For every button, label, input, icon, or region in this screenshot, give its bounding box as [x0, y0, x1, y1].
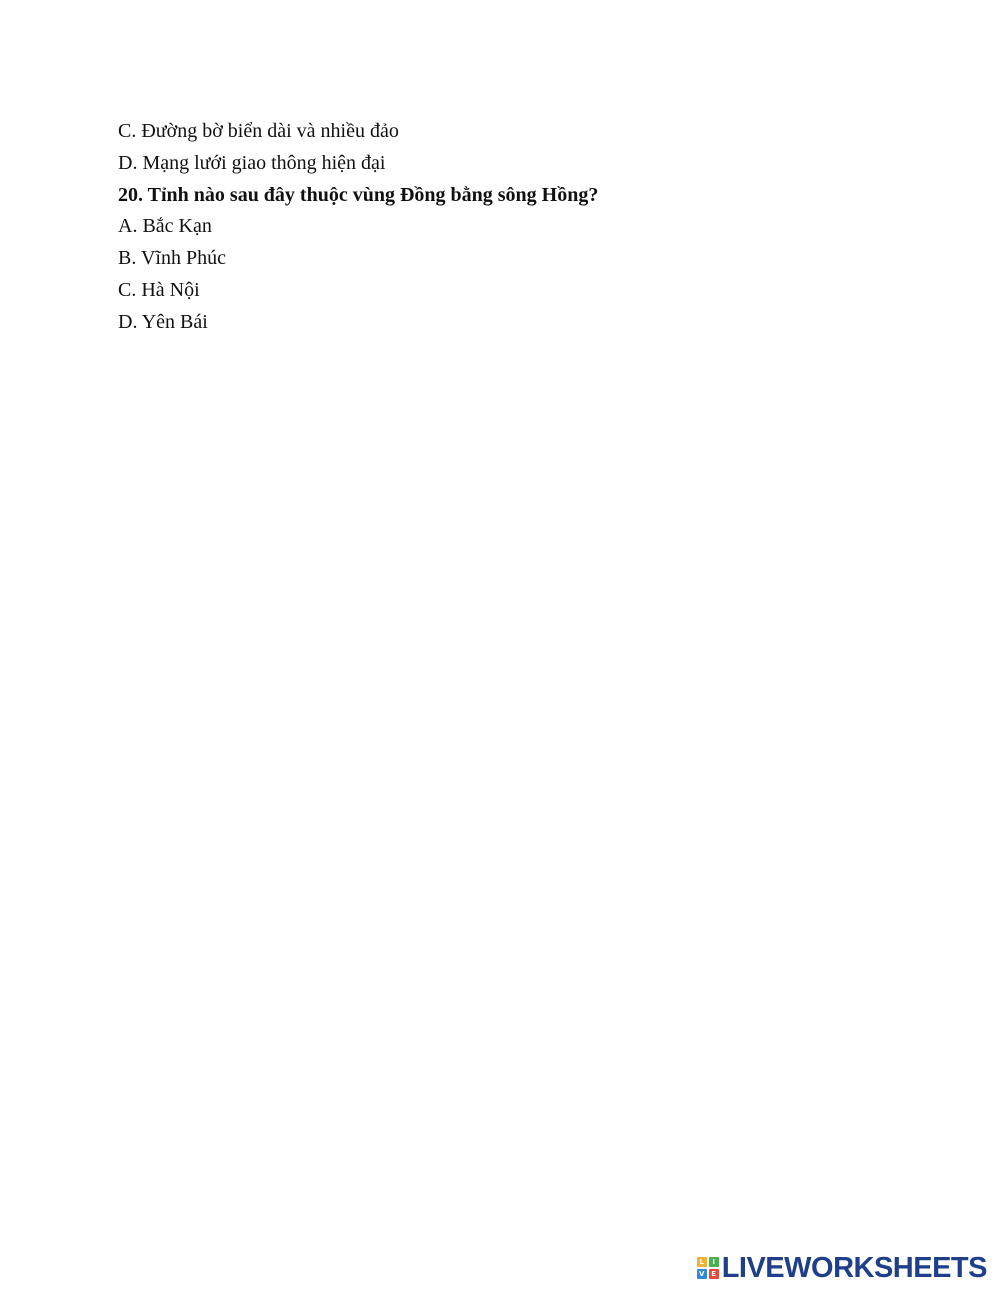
liveworksheets-logo-text: LIVEWORKSHEETS: [721, 1252, 987, 1284]
logo-tile-l: L: [697, 1257, 707, 1267]
liveworksheets-logo-icon: [697, 1257, 719, 1279]
question-20: 20. Tỉnh nào sau đây thuộc vùng Đồng bằng sông Hồng?: [118, 183, 599, 206]
answer-option-c: C. Hà Nội: [118, 278, 200, 301]
answer-option-d-previous: D. Mạng lưới giao thông hiện đại: [118, 151, 386, 174]
answer-option-a: A. Bắc Kạn: [118, 215, 212, 238]
answer-option-d: D. Yên Bái: [118, 310, 208, 333]
logo-tile-v: V: [697, 1269, 707, 1279]
logo-tile-i: I: [709, 1257, 719, 1267]
answer-option-b: B. Vĩnh Phúc: [118, 247, 226, 270]
answer-option-c-previous: C. Đường bờ biển dài và nhiều đảo: [118, 120, 399, 142]
logo-tile-e: E: [709, 1269, 719, 1279]
liveworksheets-logo: [697, 1254, 987, 1282]
worksheet-content: [118, 116, 878, 339]
